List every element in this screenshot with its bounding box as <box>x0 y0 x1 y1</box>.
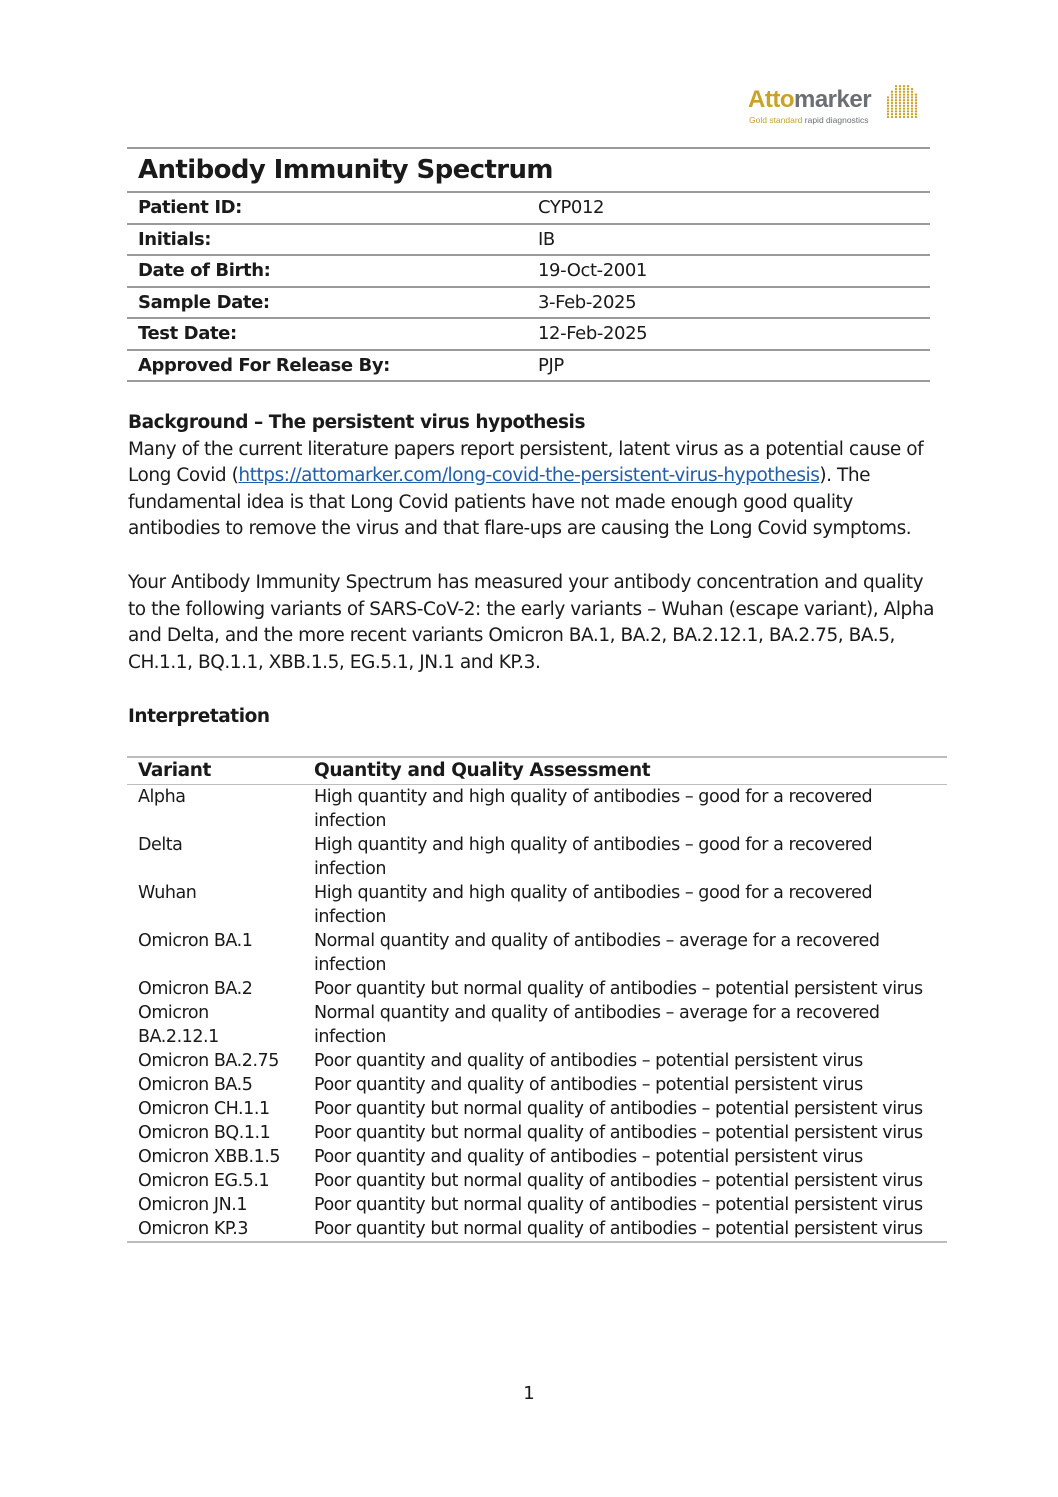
variant-cell: Omicron BA.2.12.1 <box>138 1003 219 1047</box>
field-value: 3-Feb-2025 <box>527 287 930 319</box>
table-row <box>127 1169 947 1193</box>
table-row <box>127 1073 947 1097</box>
assessment-cell: High quantity and high quality of antibodies – good for a recovered infection <box>314 787 873 831</box>
patient-info-row <box>127 350 930 382</box>
logo-dot <box>903 105 905 107</box>
field-value: 12-Feb-2025 <box>527 318 930 350</box>
logo-dot <box>887 105 889 107</box>
assessment-cell: High quantity and high quality of antibodies – good for a recovered infection <box>314 835 873 879</box>
assessment-cell: Poor quantity but normal quality of antibodies – potential persistent virus <box>314 1123 923 1143</box>
logo-dot <box>899 113 901 115</box>
assessment-cell: Poor quantity but normal quality of antibodies – potential persistent virus <box>314 1171 923 1191</box>
logo-dot <box>907 91 909 93</box>
background-text-before-link: Many of the current literature papers report persistent, latent virus as a potential cause of Long Covid ( <box>128 438 924 486</box>
logo-dot <box>891 102 893 104</box>
assessment-cell: Poor quantity but normal quality of antibodies – potential persistent virus <box>314 979 923 999</box>
logo-dot <box>911 110 913 112</box>
logo-dot <box>903 110 905 112</box>
variant-cell: Omicron EG.5.1 <box>138 1171 270 1191</box>
background-section <box>128 410 938 543</box>
variant-cell: Wuhan <box>138 883 197 903</box>
logo-tagline-gold: Gold standard <box>749 115 805 125</box>
logo-dot <box>907 113 909 115</box>
interpretation-rows <box>127 785 947 1243</box>
logo-tagline-grey: rapid diagnostics <box>804 115 869 125</box>
logo-dot <box>915 93 917 95</box>
assessment-cell: Poor quantity but normal quality of antibodies – potential persistent virus <box>314 1195 923 1215</box>
logo-dot <box>895 99 897 101</box>
logo-dot <box>891 116 893 118</box>
logo-dot <box>895 85 897 87</box>
table-row <box>127 1049 947 1073</box>
variant-cell: Omicron BQ.1.1 <box>138 1123 271 1143</box>
logo-dot <box>891 96 893 98</box>
variant-cell: Omicron CH.1.1 <box>138 1099 270 1119</box>
logo-dot <box>891 91 893 93</box>
report-title: Antibody Immunity Spectrum <box>127 148 930 192</box>
background-paragraph-2: Your Antibody Immunity Spectrum has measured your antibody concentration and quality to the following variants of SARS-CoV-2: the early variants – Wuhan (escape variant), Alpha and Delta, and the more recent variants Omicron BA.1, BA.2, BA.2.12.1, BA.2.75, BA.5, CH.1.1, BQ.1.1, XBB.1.5, EG.5.1, JN.1 and KP.3. <box>128 572 934 673</box>
assessment-cell: Poor quantity and quality of antibodies – potential persistent virus <box>314 1147 863 1167</box>
field-label: Date of Birth: <box>127 255 527 287</box>
field-value: CYP012 <box>527 192 930 224</box>
logo-dot <box>915 105 917 107</box>
field-label: Initials: <box>127 224 527 256</box>
logo-dot <box>911 96 913 98</box>
variant-cell: Omicron JN.1 <box>138 1195 248 1215</box>
logo-dot <box>915 110 917 112</box>
logo-dot <box>887 110 889 112</box>
table-row <box>127 833 947 881</box>
report-title-row <box>127 148 930 192</box>
logo-dot <box>895 102 897 104</box>
interpretation-heading: Interpretation <box>128 706 270 727</box>
logo-dot <box>915 96 917 98</box>
logo-dot <box>899 85 901 87</box>
assessment-cell: Poor quantity and quality of antibodies – potential persistent virus <box>314 1051 863 1071</box>
field-label: Sample Date: <box>127 287 527 319</box>
table-row <box>127 929 947 977</box>
variant-cell: Alpha <box>138 787 186 807</box>
logo-dot <box>903 93 905 95</box>
attomarker-logo <box>748 84 920 132</box>
logo-dot <box>907 96 909 98</box>
column-header-variant: Variant <box>127 757 303 785</box>
logo-dot <box>891 113 893 115</box>
logo-dot <box>899 93 901 95</box>
logo-dot <box>895 105 897 107</box>
logo-dot <box>907 105 909 107</box>
logo-dot <box>891 110 893 112</box>
assessment-cell: Poor quantity but normal quality of antibodies – potential persistent virus <box>314 1099 923 1119</box>
column-header-assessment: Quantity and Quality Assessment <box>303 757 947 785</box>
logo-dot <box>899 88 901 90</box>
logo-dot <box>903 96 905 98</box>
patient-info-table <box>127 147 930 382</box>
logo-dot <box>911 105 913 107</box>
logo-dot <box>907 99 909 101</box>
interpretation-section <box>128 704 938 731</box>
logo-wordmark-prefix: Atto <box>748 86 794 113</box>
table-row <box>127 1121 947 1145</box>
logo-dot <box>907 102 909 104</box>
assessment-cell: Normal quantity and quality of antibodies – average for a recovered infection <box>314 931 880 975</box>
table-row <box>127 1097 947 1121</box>
logo-dot <box>899 105 901 107</box>
table-row <box>127 785 947 834</box>
logo-dot <box>895 96 897 98</box>
background-paragraph-1 <box>128 437 938 543</box>
dot-matrix-logo-icon <box>886 84 918 118</box>
logo-dot <box>911 88 913 90</box>
logo-dot <box>907 107 909 109</box>
variant-cell: Delta <box>138 835 183 855</box>
logo-dot <box>891 99 893 101</box>
logo-dot <box>907 110 909 112</box>
variant-cell: Omicron BA.1 <box>138 931 253 951</box>
logo-dot <box>915 116 917 118</box>
field-label: Approved For Release By: <box>127 350 527 382</box>
logo-dot <box>887 96 889 98</box>
logo-wordmark <box>748 86 871 114</box>
patient-info-row <box>127 255 930 287</box>
logo-dot <box>903 102 905 104</box>
logo-wordmark-suffix: marker <box>793 86 872 113</box>
logo-dot <box>915 99 917 101</box>
patient-info-row <box>127 192 930 224</box>
assessment-cell: High quantity and high quality of antibodies – good for a recovered infection <box>314 883 873 927</box>
logo-dot <box>887 107 889 109</box>
logo-dot <box>895 91 897 93</box>
persistent-virus-hypothesis-link[interactable]: https://attomarker.com/long-covid-the-persistent-virus-hypothesis <box>238 465 820 486</box>
logo-dot <box>899 99 901 101</box>
logo-dot <box>899 110 901 112</box>
logo-dot <box>887 102 889 104</box>
logo-dot <box>911 102 913 104</box>
logo-dot <box>903 113 905 115</box>
field-value: 19-Oct-2001 <box>527 255 930 287</box>
logo-dot <box>915 107 917 109</box>
logo-dot <box>903 107 905 109</box>
logo-dot <box>891 105 893 107</box>
logo-dot <box>903 88 905 90</box>
logo-dot <box>911 99 913 101</box>
logo-dot <box>895 113 897 115</box>
logo-dot <box>891 107 893 109</box>
logo-dot <box>911 93 913 95</box>
logo-dot <box>903 91 905 93</box>
logo-dot <box>887 99 889 101</box>
logo-dot <box>915 113 917 115</box>
logo-dot <box>895 116 897 118</box>
table-row <box>127 1217 947 1242</box>
interpretation-header-row <box>127 757 947 785</box>
table-row <box>127 881 947 929</box>
variant-cell: Omicron XBB.1.5 <box>138 1147 281 1167</box>
logo-dot <box>907 85 909 87</box>
logo-dot <box>907 116 909 118</box>
table-row <box>127 1001 947 1049</box>
background-section-2 <box>128 570 938 676</box>
logo-dot <box>899 116 901 118</box>
logo-dot <box>895 88 897 90</box>
logo-dot <box>903 99 905 101</box>
patient-info-row <box>127 224 930 256</box>
logo-dot <box>899 107 901 109</box>
logo-dot <box>895 93 897 95</box>
logo-dot <box>895 107 897 109</box>
variant-cell: Omicron KP.3 <box>127 1217 303 1242</box>
variant-cell: Omicron BA.2.75 <box>138 1051 279 1071</box>
patient-info-row <box>127 318 930 350</box>
field-label: Test Date: <box>127 318 527 350</box>
logo-dot <box>911 107 913 109</box>
logo-dot <box>887 116 889 118</box>
patient-info-rows <box>127 192 930 381</box>
background-heading: Background – The persistent virus hypothesis <box>128 412 585 433</box>
logo-dot <box>899 91 901 93</box>
logo-dot <box>895 110 897 112</box>
interpretation-table <box>127 756 947 1243</box>
logo-dot <box>899 96 901 98</box>
table-row <box>127 977 947 1001</box>
variant-cell: Omicron BA.2 <box>138 979 253 999</box>
table-row <box>127 1145 947 1169</box>
assessment-cell: Poor quantity but normal quality of antibodies – potential persistent virus <box>303 1217 947 1242</box>
logo-dot <box>907 88 909 90</box>
field-value: PJP <box>527 350 930 382</box>
logo-tagline <box>749 115 869 125</box>
logo-dot <box>915 102 917 104</box>
assessment-cell: Poor quantity and quality of antibodies – potential persistent virus <box>314 1075 863 1095</box>
logo-dot <box>903 116 905 118</box>
page-number: 1 <box>523 1383 535 1404</box>
assessment-cell: Normal quantity and quality of antibodies – average for a recovered infection <box>314 1003 880 1047</box>
logo-dot <box>903 85 905 87</box>
logo-dot <box>899 102 901 104</box>
field-label: Patient ID: <box>127 192 527 224</box>
variant-cell: Omicron BA.5 <box>138 1075 253 1095</box>
logo-dot <box>891 93 893 95</box>
logo-dot <box>907 93 909 95</box>
logo-dot <box>911 113 913 115</box>
field-value: IB <box>527 224 930 256</box>
logo-dot <box>911 91 913 93</box>
logo-dot <box>887 113 889 115</box>
table-row <box>127 1193 947 1217</box>
logo-dot <box>911 116 913 118</box>
background-text-after-link: ). The fundamental idea is that Long Covid patients have not made enough good quality antibodies to remove the virus and that flare-ups are causing the Long Covid symptoms. <box>128 465 912 539</box>
patient-info-row <box>127 287 930 319</box>
